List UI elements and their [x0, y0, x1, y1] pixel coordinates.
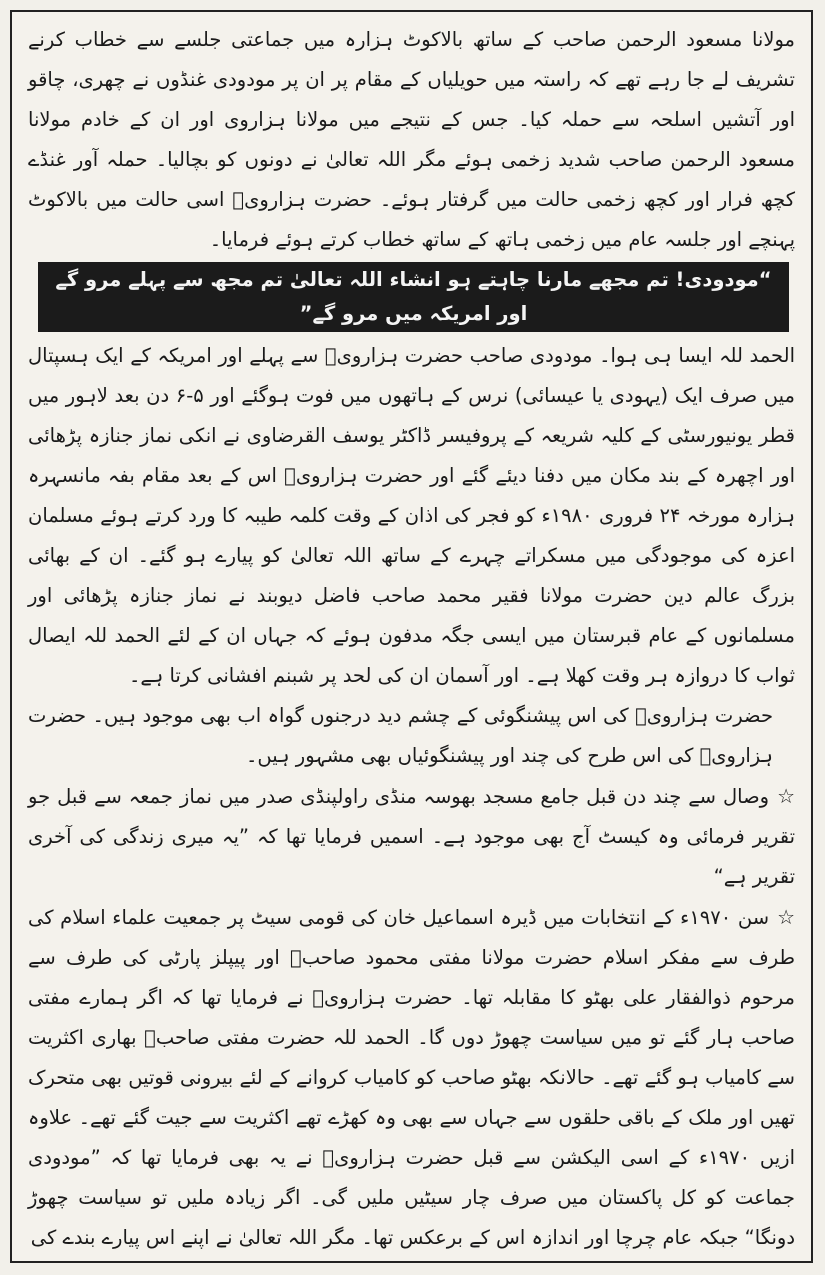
- quote-banner: “مودودی! تم مجھے مارنا چاہتے ہو انشاء اللہ تعالیٰ تم مجھ سے پہلے مرو گے اور امریکہ میں مرو گے”: [38, 262, 789, 332]
- bullet-item-election: [28, 897, 795, 1258]
- paragraph-fulfilment: الحمد للہ ایسا ہی ہوا۔ مودودی صاحب حضرت ہزارویؒ سے پہلے اور امریکہ کے ایک ہسپتال میں صرف ایک (یہودی یا عیسائی) نرس کے ہاتھوں میں فوت ہوگئے اور ۵-۶ دن بعد لاہور میں قطر یونیورسٹی کے کلیہ شریعہ کے پروفیسر ڈاکٹر یوسف القرضاوی نے انکی نماز جنازہ پڑھائی اور اچھرہ کے بند مکان میں دفنا دیئے گئے اور حضرت ہزارویؒ اس کے بعد مقام بفہ مانسہرہ ہزارہ مورخہ ۲۴ فروری ۱۹۸۰ء کو فجر کی اذان کے وقت کلمہ طیبہ کا ورد کرتے ہوئے مسلمان اعزہ کی موجودگی میں مسکراتے چہرے کے ساتھ اللہ تعالیٰ کو پیارے ہو گئے۔ ان کے بھائی بزرگ عالم دین حضرت مولانا فقیر محمد صاحب فاضل دیوبند نے نماز جنازہ پڑھائی اور مسلمانوں کے عام قبرستان میں ایسی جگہ مدفون ہوئے کہ جہاں ان کے لئے الحمد للہ ایصال ثواب کا دروازہ ہر وقت کھلا ہے۔ اور آسمان ان کی لحد پر شبنم افشانی کرتا ہے۔: [28, 344, 795, 687]
- bullet-text: سن ۱۹۷۰ء کے انتخابات میں ڈیرہ اسماعیل خان کی قومی سیٹ پر جمعیت علماء اسلام کی طرف سے مفکر اسلام حضرت مولانا مفتی محمود صاحبؒ اور پیپلز پارٹی کی طرف سے مرحوم ذوالفقار علی بھٹو کا مقابلہ تھا۔ حضرت ہزارویؒ نے فرمایا تھا کہ اگر ہمارے مفتی صاحب ہار گئے تو میں سیاست چھوڑ دوں گا۔ الحمد للہ حضرت مفتی صاحبؒ بھاری اکثریت سے کامیاب ہو گئے تھے۔ حالانکہ بھٹو صاحب کو کامیاب کروانے کے لئے بیرونی قوتیں بھی متحرک تھیں اور ملک کے باقی حلقوں سے جہاں سے بھی وہ کھڑے تھے اکثریت سے جیت گئے تھے۔ علاوہ ازیں ۱۹۷۰ء کے اسی الیکشن سے قبل حضرت ہزارویؒ نے یہ بھی فرمایا تھا کہ ”مودودی جماعت کو کل پاکستان میں صرف چار سیٹیں ملیں گی۔ اگر زیادہ ملیں تو سیاست چھوڑ دونگا“ جبکہ عام چرچا اور اندازہ اس کے برعکس تھا۔ مگر اللہ تعالیٰ نے اپنے اس پیارے بندے کی: [28, 906, 795, 1249]
- paragraph-witnesses: حضرت ہزارویؒ کی اس پیشنگوئی کے چشم دید درجنوں گواہ اب بھی موجود ہیں۔ حضرت ہزارویؒ کی اس طرح کی چند اور پیشنگوئیاں بھی مشہور ہیں۔: [28, 704, 773, 767]
- star-icon: ☆: [777, 905, 795, 929]
- bullet-item-last-speech: [28, 776, 795, 897]
- document-page: [10, 10, 813, 1263]
- paragraph-attack: مولانا مسعود الرحمن صاحب کے ساتھ بالاکوٹ ہزارہ میں جماعتی جلسے سے خطاب کرنے تشریف لے جا رہے تھے کہ راستہ میں حویلیاں کے مقام پر ان پر مودودی غنڈوں نے چھری، چاقو اور آتشیں اسلحہ سے حملہ کیا۔ جس کے نتیجے میں مولانا ہزاروی اور ان کے خادم مولانا مسعود الرحمن صاحب شدید زخمی ہوئے مگر اللہ تعالیٰ نے دونوں کو بچالیا۔ حملہ آور غنڈے کچھ فرار اور کچھ زخمی حالت میں گرفتار ہوئے۔ حضرت ہزارویؒ اسی حالت میں بالاکوٹ پہنچے اور جلسہ عام میں زخمی ہاتھ کے ساتھ خطاب کرتے ہوئے فرمایا۔: [28, 28, 795, 251]
- star-icon: ☆: [777, 784, 795, 808]
- bullet-text: وصال سے چند دن قبل جامع مسجد بھوسہ منڈی راولپنڈی صدر میں نماز جمعہ سے قبل جو تقریر فرمائی وہ کیسٹ آج بھی موجود ہے۔ اسمیں فرمایا تھا کہ ”یہ میری زندگی کی آخری تقریر ہے“: [28, 785, 795, 888]
